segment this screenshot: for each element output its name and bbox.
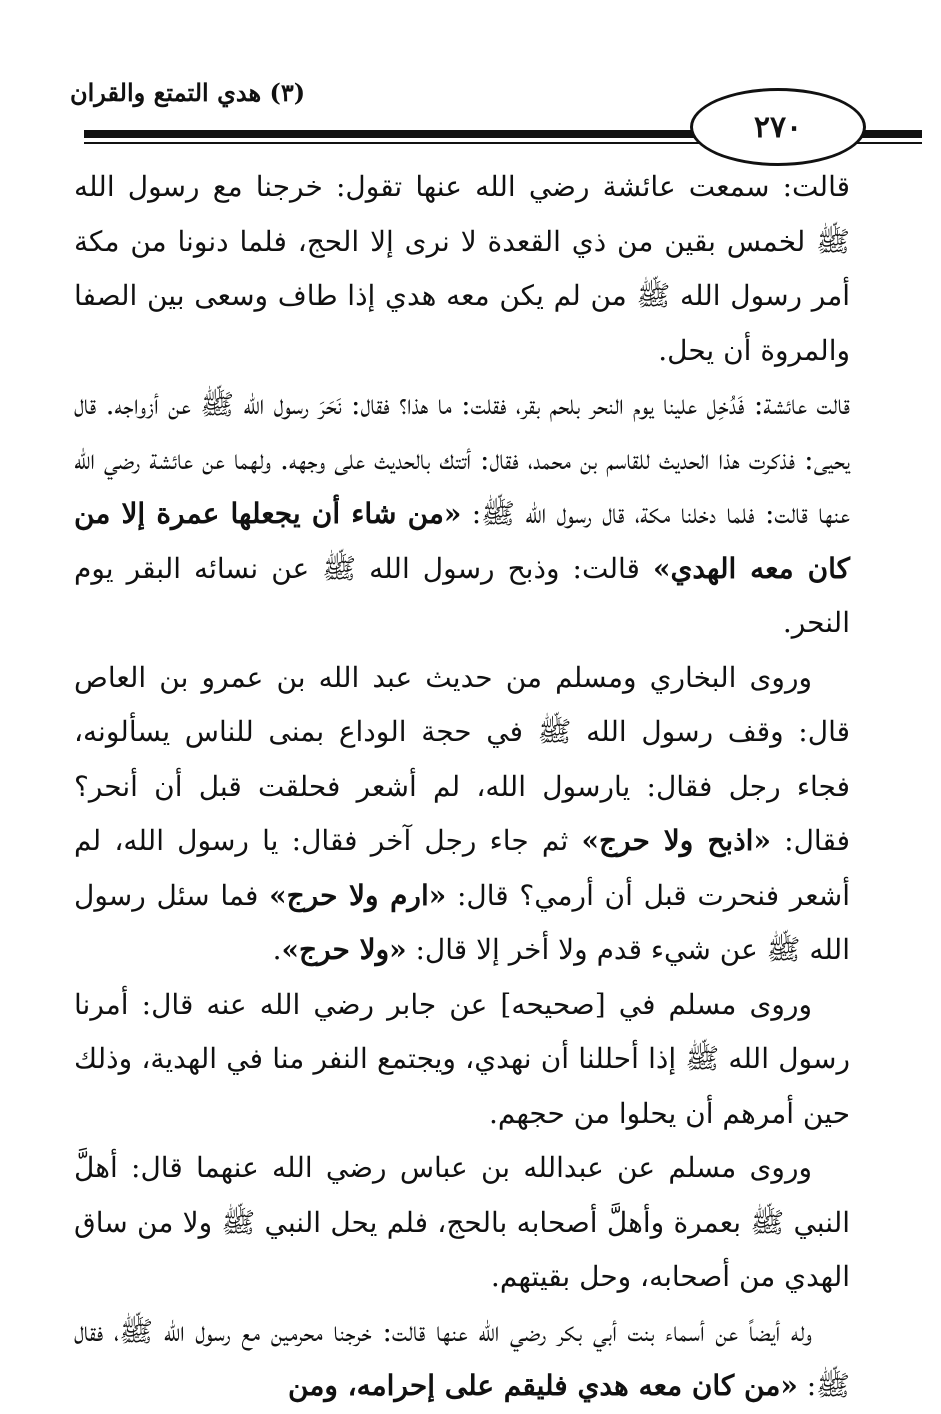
body-text: [74, 160, 850, 1414]
paragraph-text: وروى البخاري ومسلم من حديث عبد الله بن عمرو بن العاص قال: وقف رسول الله ﷺ في حجة الوداع بمنى للناس يسألونه، فجاء رجل فقال: يارسول الله، لم أشعر فحلقت قبل أن أنحر؟ فقال:: [74, 660, 850, 857]
paragraph-text: فما سئل رسول الله ﷺ عن شيء قدم ولا أخر إلا قال:: [74, 878, 850, 966]
paragraph: [74, 1141, 850, 1305]
paragraph: [74, 378, 850, 651]
paragraph-text: قالت: سمعت عائشة رضي الله عنها تقول: خرجنا مع رسول الله ﷺ لخمس بقين من ذي القعدة لا نرى إلا الحج، فلما دنونا من مكة أمر رسول الله ﷺ من لم يكن معه هدي إذا طاف وسعى بين الصفا والمروة أن يحل.: [74, 170, 851, 367]
paragraph: [74, 1305, 850, 1414]
paragraph-text: ثم جاء رجل آخر فقال: يا رسول الله، لم أشعر فنحرت قبل أن أرمي؟ قال:: [74, 824, 850, 912]
quote-text: «اذبح ولا حرج»: [581, 824, 771, 857]
quote-text: «ارم ولا حرج»: [269, 878, 447, 912]
paragraph: [74, 651, 850, 978]
quote-text: «ولا حرج»: [281, 933, 407, 966]
paragraph-text: وروى مسلم عن عبدالله بن عباس رضي الله عنهما قال: أهلَّ النبي ﷺ بعمرة وأهلَّ أصحابه بالحج، فلم يحل النبي ﷺ ولا من ساق الهدي من أصحابه، وحل بقيتهم.: [74, 1151, 850, 1293]
paragraph: [74, 978, 850, 1142]
paragraph: [74, 160, 850, 378]
paragraph-text: قالت عائشة: فَدُخِل علينا يوم النحر بلحم بقر، فقلت: ما هذا؟ فقال: نَحَرَ رسول الله ﷺ عن أزواجه. قال يحيى: فذكرت هذا الحديث للقاسم بن محمد، فقال: أتتك بالحديث على وجهه. ولهما عن عائشة رضي الله عنها قالت: فلما دخلنا مكة، قال رسول الله ﷺ:: [74, 388, 850, 530]
paragraph-text: وله أيضاً عن أسماء بنت أبي بكر رضي الله عنها قالت: خرجنا محرمين مع رسول الله ﷺ، فقال ﷺ:: [74, 1314, 850, 1402]
running-title: (٣) هدي التمتع والقران: [70, 78, 306, 107]
page-number: ٢٧٠: [690, 88, 866, 166]
paragraph-text: وروى مسلم في [صحيحه] عن جابر رضي الله عنه قال: أمرنا رسول الله ﷺ إذا أحللنا أن نهدي، ويجتمع النفر منا في الهدية، وذلك حين أمرهم أن يحلوا من حجهم.: [74, 987, 850, 1130]
paragraph-text: .: [272, 933, 282, 966]
page-header: [70, 60, 870, 150]
quote-text: «من كان معه هدي فليقم على إحرامه، ومن: [288, 1369, 798, 1402]
paragraph-text: قالت: وذبح رسول الله ﷺ عن نسائه البقر يوم النحر.: [74, 551, 850, 639]
quote-text: «من شاء أن يجعلها عمرة إلا من كان معه الهدي»: [74, 497, 850, 585]
